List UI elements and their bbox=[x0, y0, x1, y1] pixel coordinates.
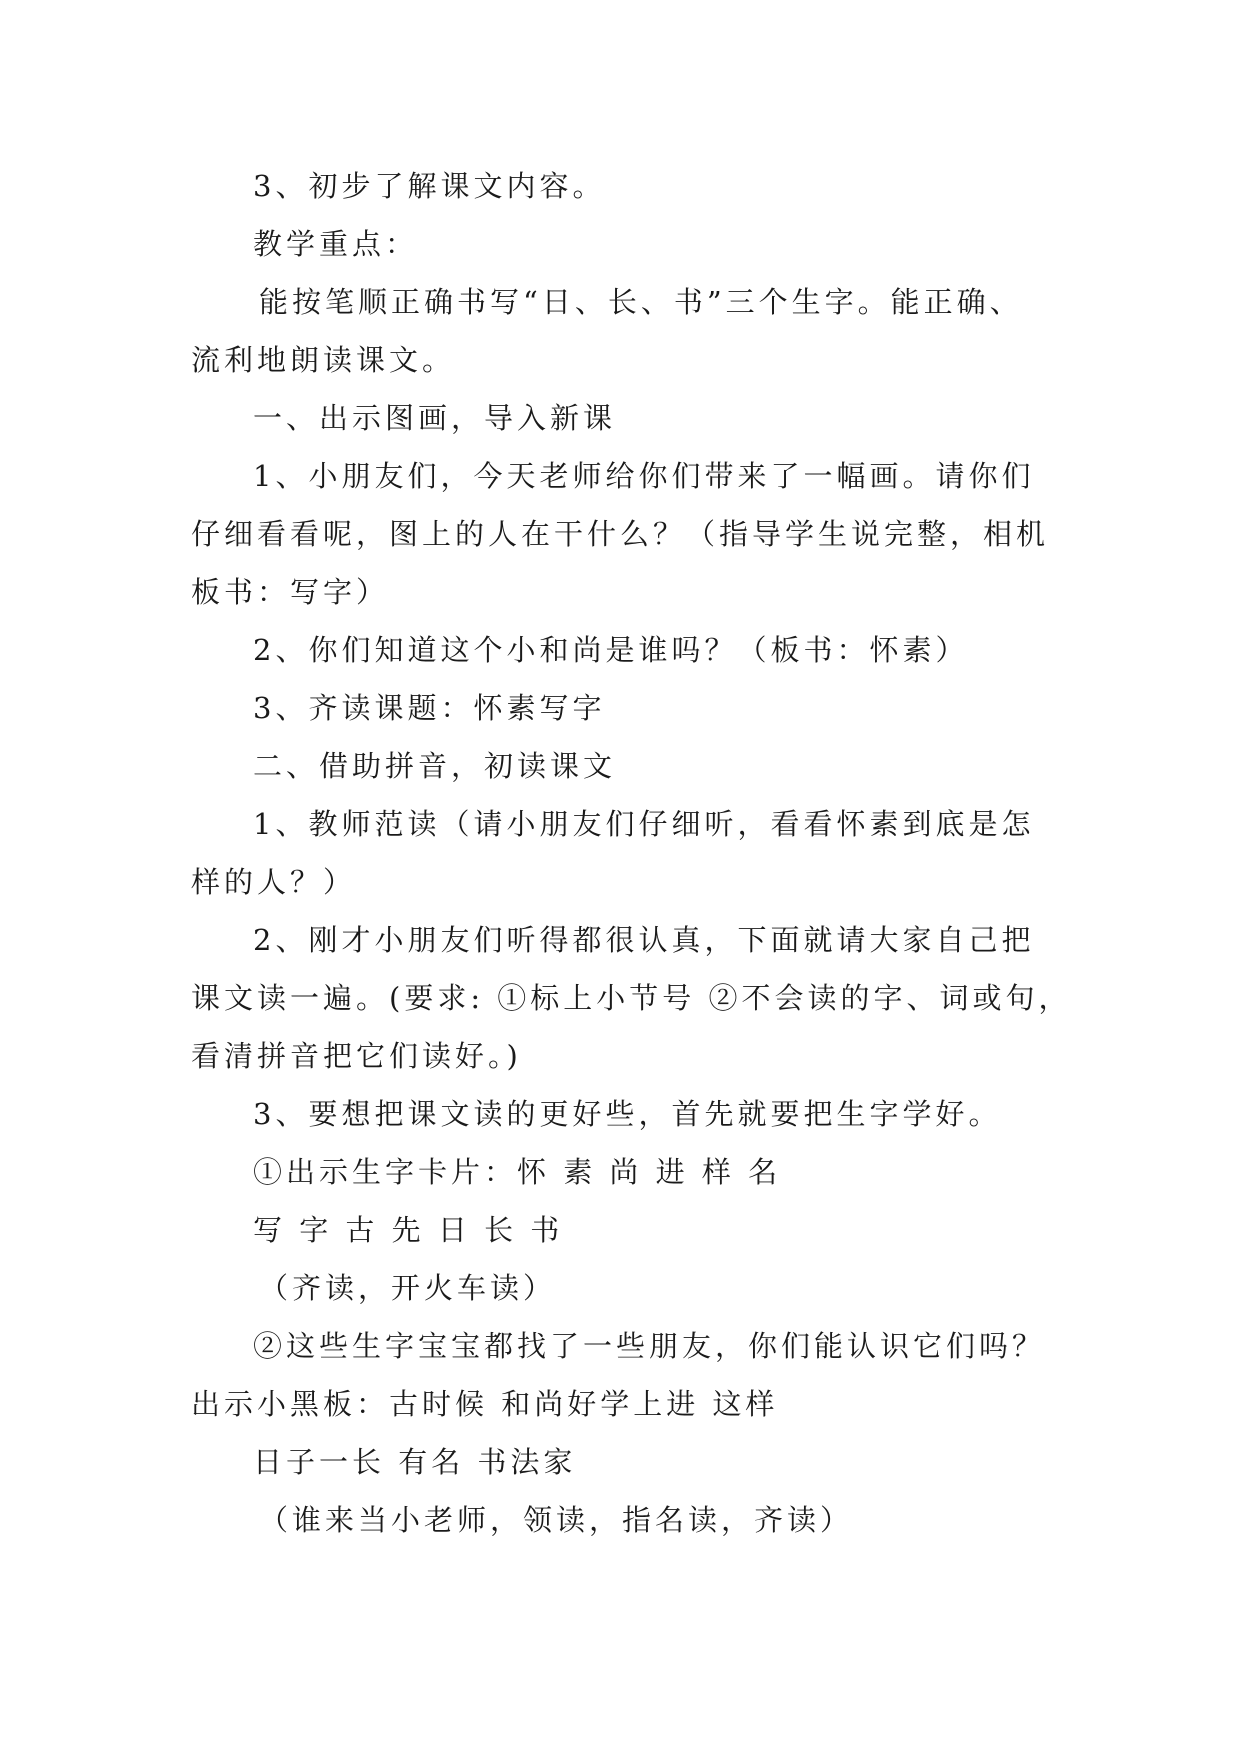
paragraph-line: 3、初步了解课文内容。 bbox=[253, 169, 606, 203]
section-heading: 一、出示图画，导入新课 bbox=[253, 401, 617, 435]
paragraph-line: 1、教师范读（请小朋友们仔细听，看看怀素到底是怎 bbox=[253, 807, 1035, 841]
paragraph-line: 3、齐读课题：怀素写字 bbox=[253, 691, 606, 725]
paragraph-line: 3、要想把课文读的更好些，首先就要把生字学好。 bbox=[253, 1097, 1002, 1131]
paragraph-line: 仔细看看呢，图上的人在干什么？（指导学生说完整，相机 bbox=[191, 517, 1050, 551]
paragraph-line: 日子一长 有名 书法家 bbox=[253, 1445, 577, 1479]
paragraph-line: ①出示生字卡片：怀 素 尚 进 样 名 bbox=[253, 1155, 782, 1189]
paragraph-line: 能按笔顺正确书写“日、长、书”三个生字。能正确、 bbox=[259, 285, 1023, 319]
section-heading: 教学重点： bbox=[253, 227, 419, 261]
paragraph-line: 看清拼音把它们读好。) bbox=[191, 1039, 522, 1073]
paragraph-line: （齐读，开火车读） bbox=[259, 1271, 557, 1305]
paragraph-line: 流利地朗读课文。 bbox=[191, 343, 456, 377]
paragraph-line: 出示小黑板：古时候 和尚好学上进 这样 bbox=[191, 1387, 779, 1421]
paragraph-line: ②这些生字宝宝都找了一些朋友，你们能认识它们吗？ bbox=[253, 1329, 1046, 1363]
paragraph-line: 写 字 古 先 日 长 书 bbox=[253, 1213, 564, 1247]
paragraph-line: 2、你们知道这个小和尚是谁吗？（板书：怀素） bbox=[253, 633, 969, 667]
paragraph-line: 课文读一遍。(要求: ①标上小节号 ②不会读的字、词或句， bbox=[191, 981, 1072, 1015]
paragraph-line: 2、刚才小朋友们听得都很认真，下面就请大家自己把 bbox=[253, 923, 1035, 957]
paragraph-line: 板书：写字） bbox=[191, 575, 390, 609]
paragraph-line: 样的人？） bbox=[191, 865, 357, 899]
paragraph-line: （谁来当小老师，领读，指名读，齐读） bbox=[259, 1503, 854, 1537]
section-heading: 二、借助拼音，初读课文 bbox=[253, 749, 617, 783]
paragraph-line: 1、小朋友们，今天老师给你们带来了一幅画。请你们 bbox=[253, 459, 1035, 493]
